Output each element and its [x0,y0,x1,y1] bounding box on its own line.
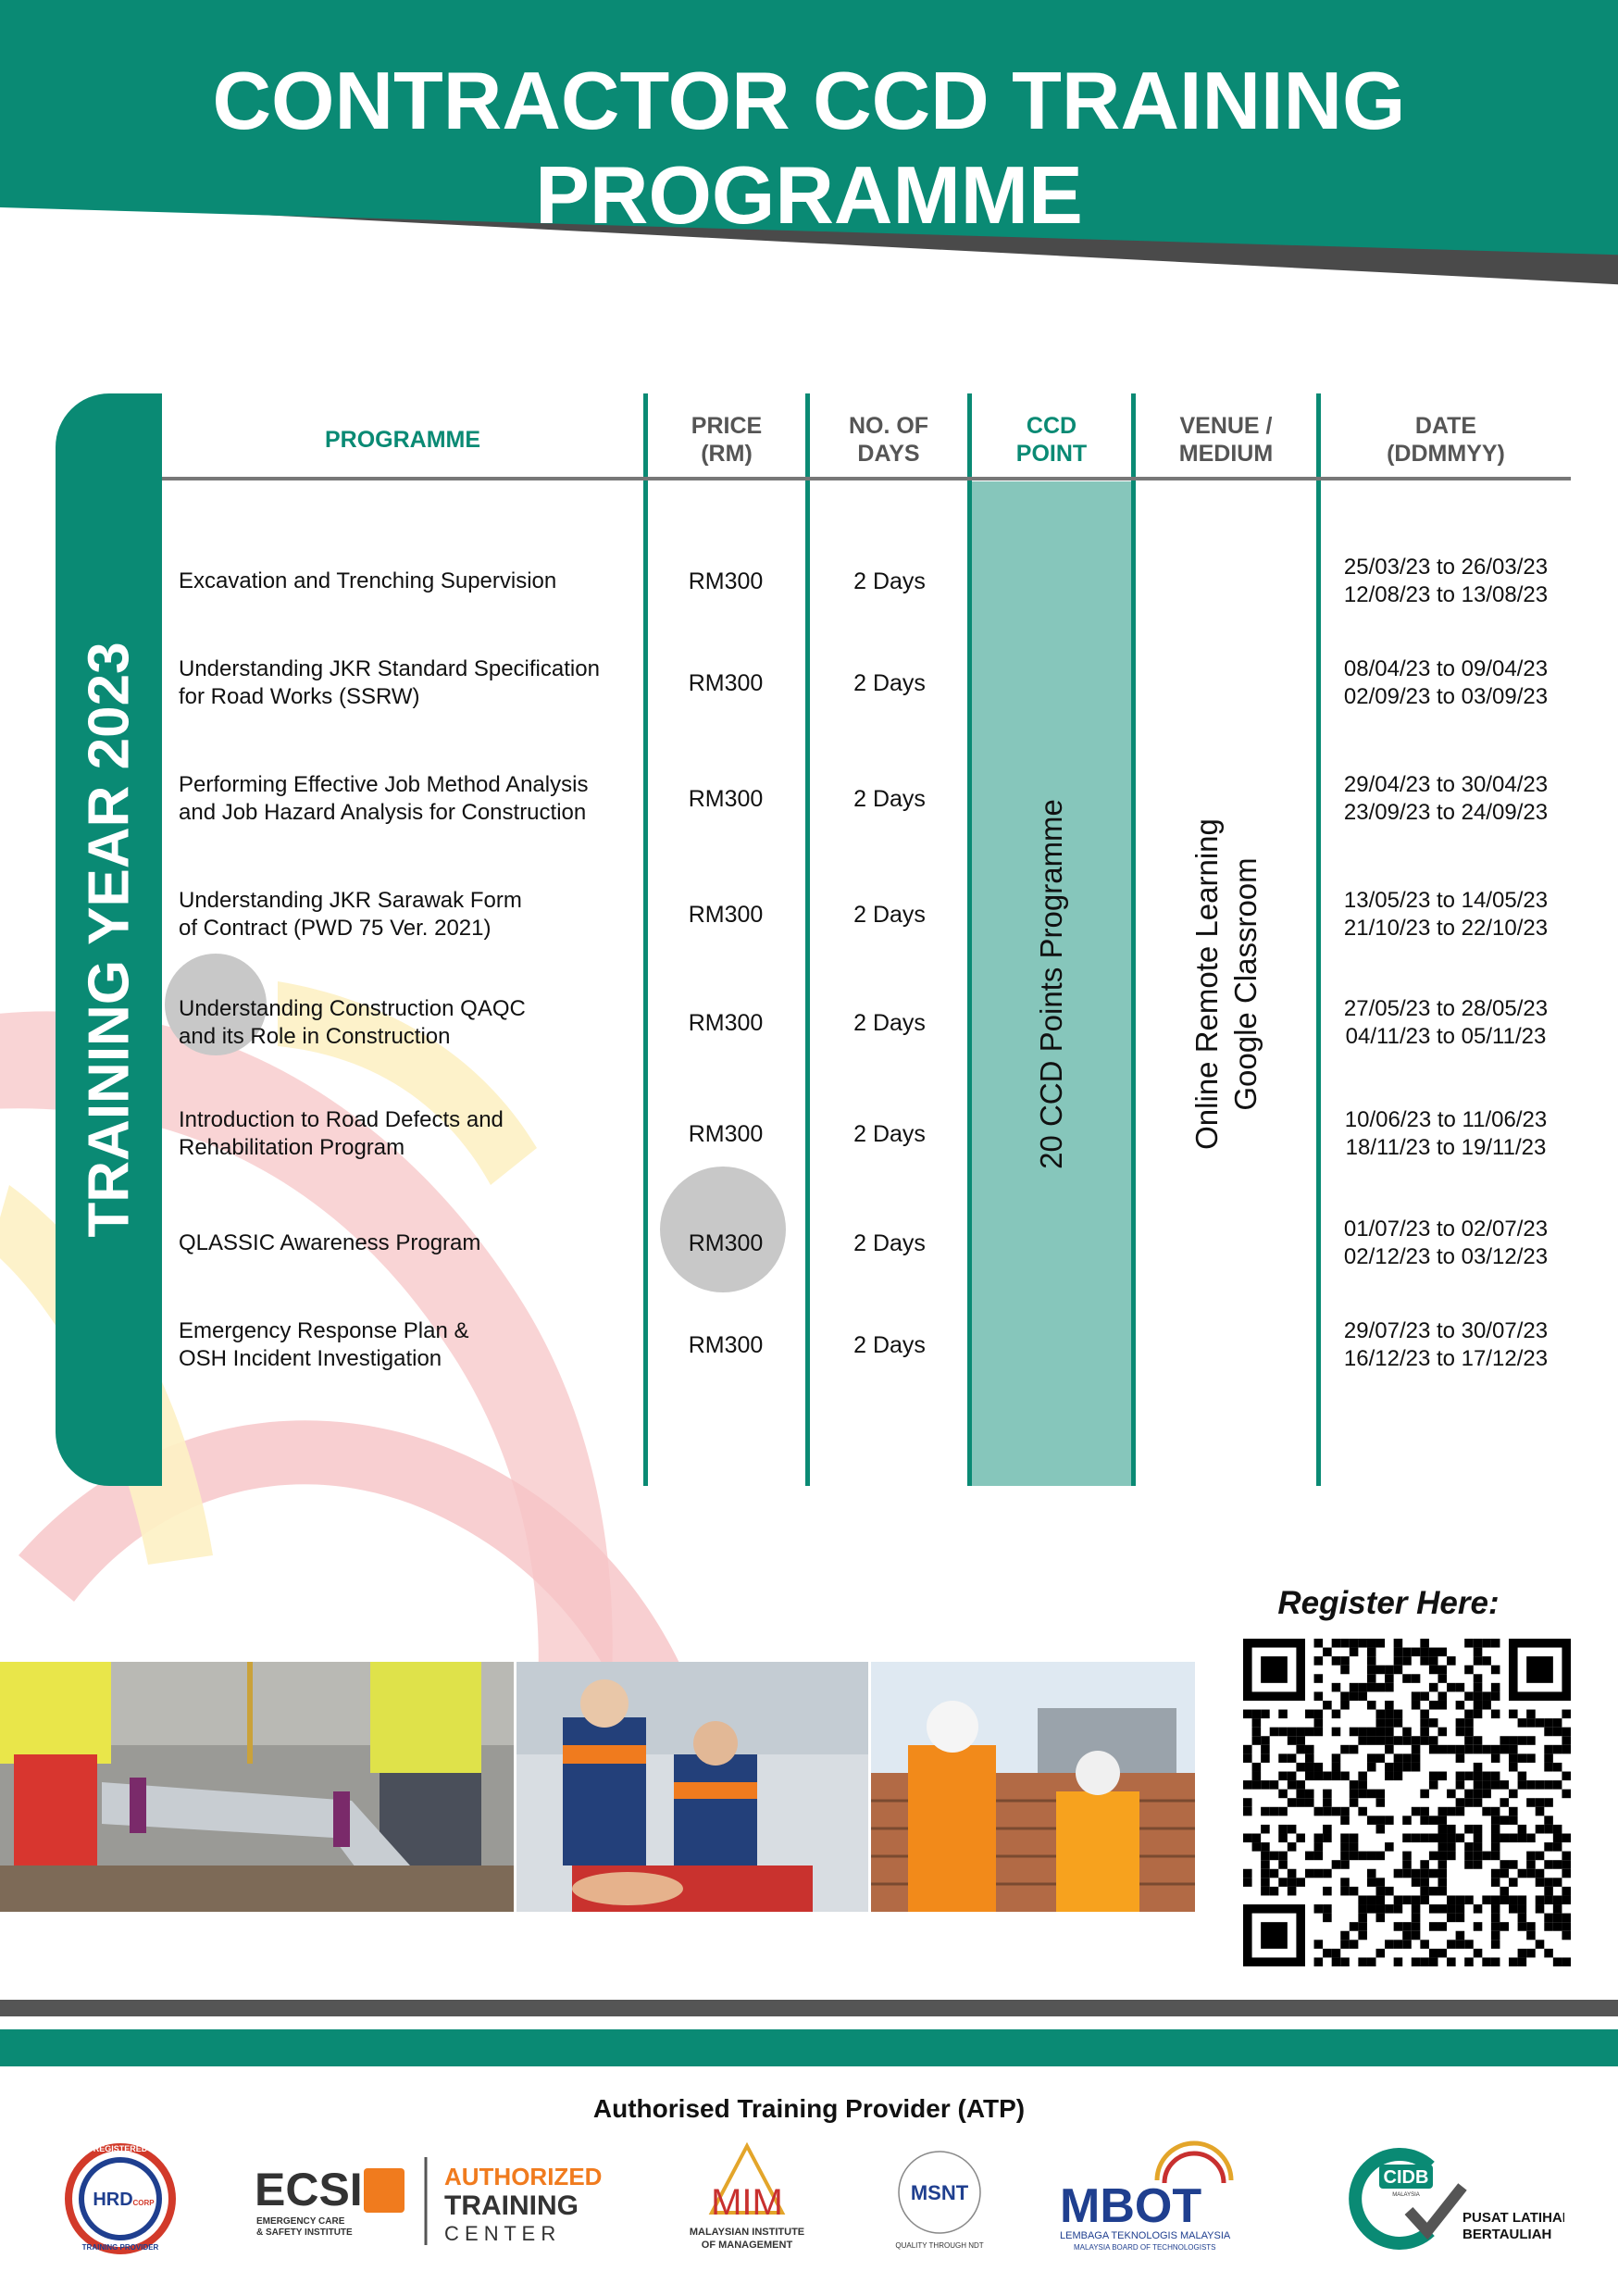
programme-name: QLASSIC Awareness Program [179,1230,481,1255]
date-cell: 29/07/23 to 30/07/23 16/12/23 to 17/12/23 [1343,1318,1549,1371]
ccd-point-text: 20 CCD Points Programme [1034,798,1068,1169]
venue-cell [1136,481,1316,1486]
msnt-sub: QUALITY THROUGH NDT [895,2241,984,2250]
table-header-rule [162,477,1571,480]
cidb-sub-2: BERTAULIAH [1462,2227,1552,2242]
days-cell: 2 Days [853,1120,926,1147]
ecsi-logo [245,2129,606,2268]
col-header-date: DATE (DDMMYY) [1387,413,1505,467]
date-cell: 27/05/23 to 28/05/23 04/11/23 to 05/11/23 [1343,996,1549,1049]
ecsi-sub-1: EMERGENCY CARE [256,2216,345,2227]
register-qr-code[interactable] [1243,1639,1571,1966]
mbot-sub-1: LEMBAGA TEKNOLOGIS MALAYSIA [1060,2230,1231,2241]
footer-grey-bar [0,2000,1618,2016]
days-cell: 2 Days [853,785,926,812]
price-cell: RM300 [688,1331,764,1358]
programme-name: Understanding Construction QAQC and its Role in Construction [179,996,526,1049]
hrd-ring-top: REGISTERED [93,2144,148,2153]
mbot-logo [1055,2129,1277,2268]
table-row [162,646,1571,720]
date-cell: 29/04/23 to 30/04/23 23/09/23 to 24/09/23 [1343,772,1549,825]
hrd-text: HRD [93,2190,133,2210]
date-cell: 01/07/23 to 02/07/23 02/12/23 to 03/12/23 [1343,1217,1549,1269]
mim-name: MIM [711,2182,783,2223]
table-row [162,1097,1571,1171]
hrd-corp-logo [65,2129,176,2268]
programme-name: Emergency Response Plan & OSH Incident Investigation [179,1318,469,1371]
photo-pipe-lifting [0,1662,514,1912]
mim-logo [671,2129,824,2268]
cidb-country: MALAYSIA [1392,2192,1420,2198]
page-title: CONTRACTOR CCD TRAINING PROGRAMME [212,55,1406,241]
col-header-price: PRICE (RM) [691,413,763,467]
cidb-name: CIDB [1383,2167,1429,2188]
programme-name: Understanding JKR Sarawak Form of Contract (PWD 75 Ver. 2021) [179,888,522,941]
price-cell: RM300 [688,1009,764,1036]
days-cell: 2 Days [853,1009,926,1036]
col-header-venue: VENUE / MEDIUM [1178,413,1274,467]
days-cell: 2 Days [853,568,926,594]
photo-site-inspection [871,1662,1195,1912]
price-cell: RM300 [688,568,764,594]
date-cell: 10/06/23 to 11/06/23 18/11/23 to 19/11/23 [1344,1107,1548,1160]
table-row [162,762,1571,836]
date-cell: 13/05/23 to 14/05/23 21/10/23 to 22/10/23 [1343,888,1549,941]
programme-name: Excavation and Trenching Supervision [179,568,557,593]
cidb-sub-1: PUSAT LATIHAN [1462,2210,1564,2226]
cidb-logo [1342,2129,1564,2268]
footer-green-bar [0,2029,1618,2066]
venue-text: Online Remote Learning Google Classroom [1189,817,1263,1150]
mim-sub-2: OF MANAGEMENT [701,2240,793,2251]
col-header-days: NO. OF DAYS [848,413,929,467]
photo-first-aid [517,1662,868,1912]
ccd-point-cell [972,481,1131,1486]
col-header-ccd: CCD POINT [1015,413,1088,467]
atp-label: Authorised Training Provider (ATP) [592,2094,1026,2123]
days-cell: 2 Days [853,1331,926,1358]
training-year-wrap [56,393,162,1486]
programme-name: Understanding JKR Standard Specification for Road Works (SSRW) [179,656,600,709]
price-cell: RM300 [688,901,764,928]
register-label: Register Here: [1277,1585,1500,1621]
programme-name: Introduction to Road Defects and Rehabilitation Program [179,1107,504,1160]
table-row [162,1206,1571,1280]
mim-sub-1: MALAYSIAN INSTITUTE [689,2227,805,2238]
training-year-label: TRAINING YEAR 2023 [77,642,141,1238]
col-header-programme: PROGRAMME [324,427,481,453]
table-row [162,878,1571,952]
date-cell: 08/04/23 to 09/04/23 02/09/23 to 03/09/23 [1343,656,1549,709]
msnt-logo [889,2129,990,2268]
days-cell: 2 Days [853,1229,926,1256]
mbot-sub-2: MALAYSIA BOARD OF TECHNOLOGISTS [1074,2243,1216,2252]
table-row [162,1308,1571,1382]
ecsi-name: ECSI [255,2164,363,2215]
price-cell: RM300 [688,1120,764,1147]
mbot-name: MBOT [1060,2179,1202,2233]
hrd-ring-bottom: TRAINING PROVIDER [81,2243,159,2252]
date-cell: 25/03/23 to 26/03/23 12/08/23 to 13/08/23 [1343,555,1549,607]
days-cell: 2 Days [853,669,926,696]
ecsi-sub-2: & SAFETY INSTITUTE [256,2227,353,2238]
days-cell: 2 Days [853,901,926,928]
table-row [162,986,1571,1060]
price-cell: RM300 [688,669,764,696]
programme-name: Performing Effective Job Method Analysis and Job Hazard Analysis for Construction [179,772,589,825]
ecsi-auth-1: AUTHORIZED [444,2163,603,2190]
msnt-name: MSNT [910,2181,969,2204]
ecsi-auth-3: C E N T E R [444,2222,556,2245]
price-cell: RM300 [688,1229,764,1256]
table-row [162,544,1571,618]
price-cell: RM300 [688,785,764,812]
hrd-corp-text: CORP [132,2199,155,2207]
ecsi-auth-2: TRAINING [444,2190,579,2221]
